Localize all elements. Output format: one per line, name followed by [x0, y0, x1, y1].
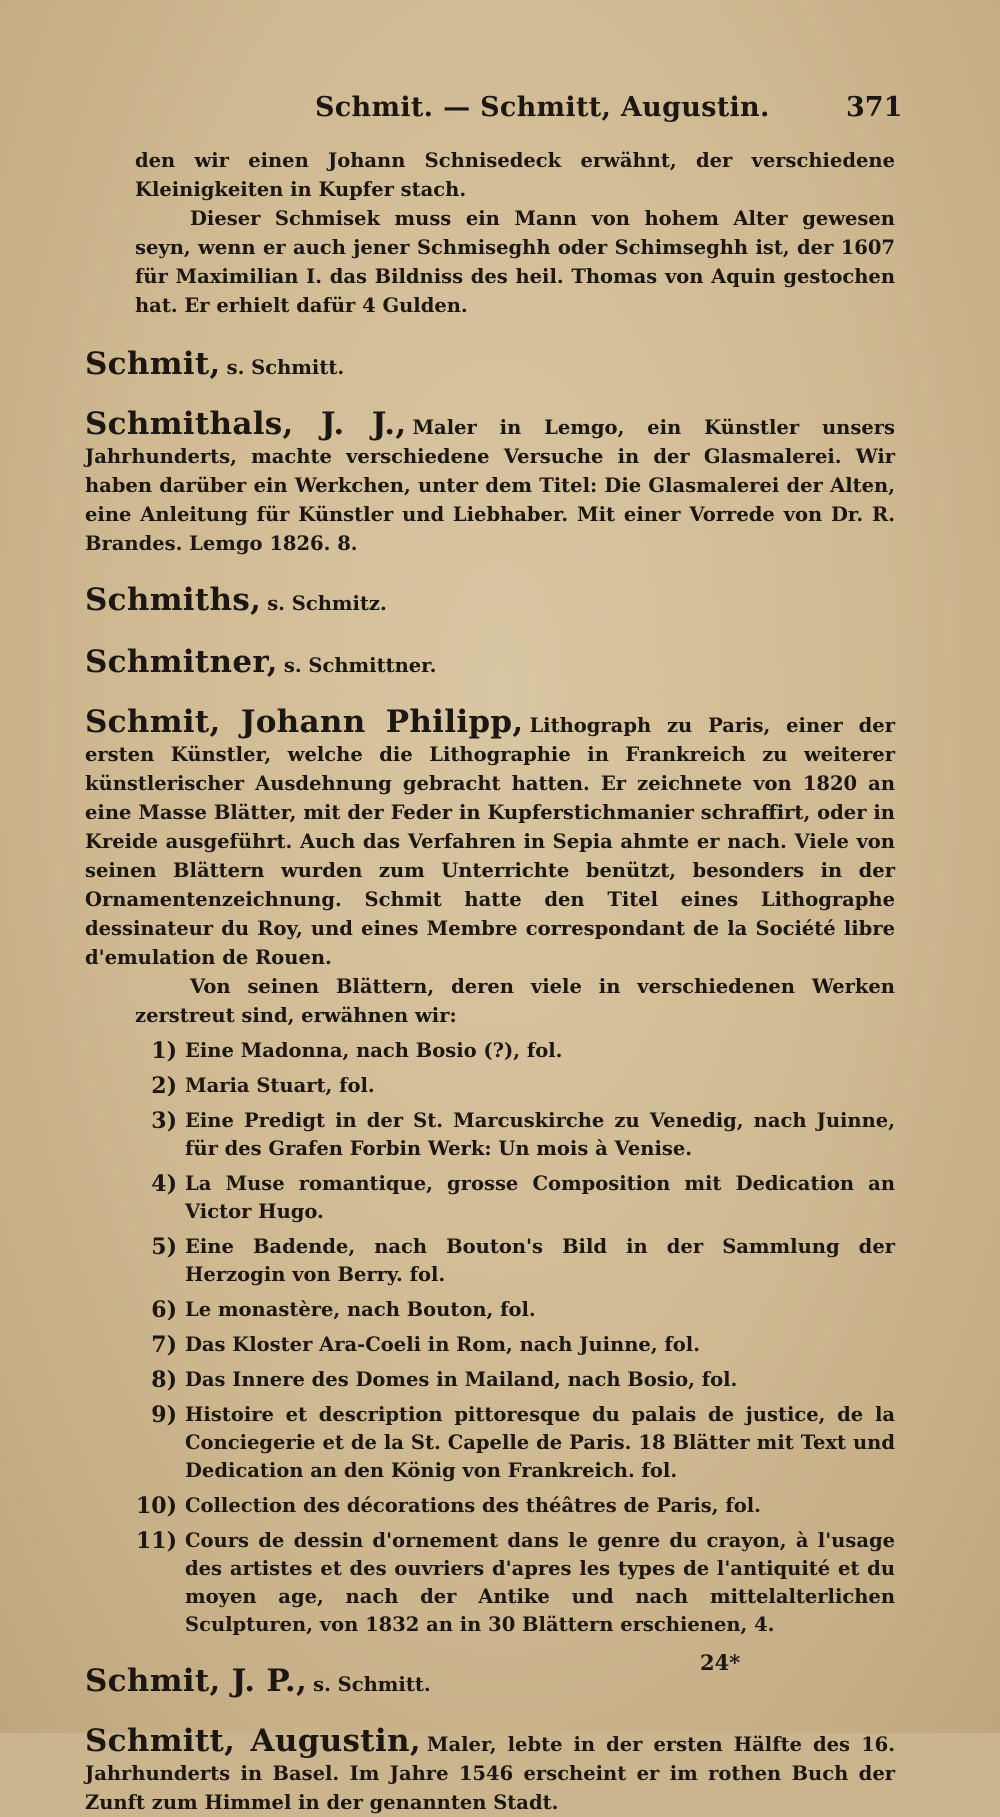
- entry-headword: Schmiths,: [85, 582, 262, 618]
- list-item: 5) Eine Badende, nach Bouton's Bild in der Sammlung der Herzogin von Berry. fol.: [151, 1234, 895, 1286]
- running-head-title: Schmit. — Schmitt, Augustin.: [315, 92, 770, 123]
- entry-schmithals: [85, 406, 895, 558]
- entry-text: s. Schmitt.: [313, 1673, 431, 1696]
- list-item: 9) Histoire et description pittoresque du palais de justice, de la Conciegerie et de la St. Capelle de Paris. 18 Blätter mit Text und Dedication an den König von Frankreich. fol.: [151, 1402, 895, 1482]
- entry-text: Lithograph zu Paris, einer der ersten Künstler, welche die Lithographie in Frankreich zu weiterer künstlerischer Ausdehnung gebracht hatten. Er zeichnete von 1820 an eine Masse Blätter, mit der Feder in Kupferstichmanier schraffirt, oder in Kreide ausgeführt. Auch das Verfahren in Sepia ahmte er nach. Viele von seinen Blättern wurden zum Unterrichte benützt, besonders in der Ornamentenzeichnung. Schmit hatte den Titel eines Lithographe dessinateur du Roy, und eines Membre correspondant de la Société libre d'emulation de Rouen.: [85, 714, 895, 969]
- entry-schmit-j-p: [85, 1665, 895, 1701]
- continuation-text: [85, 146, 895, 320]
- entry-schmitner: [85, 646, 895, 682]
- paragraph: Dieser Schmisek muss ein Mann von hohem Alter gewesen seyn, wenn er auch jener Schmiseghh oder Schimseghh ist, der 1607 für Maximilian I. das Bildniss des heil. Thomas von Aquin gestochen hat. Er erhielt dafür 4 Gulden.: [135, 207, 895, 317]
- signature-mark: 24*: [700, 1650, 741, 1675]
- list-item: 4) La Muse romantique, grosse Composition mit Dedication an Victor Hugo.: [151, 1171, 895, 1223]
- entry-text: Maler in Lemgo, ein Künstler unsers Jahrhunderts, machte verschiedene Versuche in der Glasmalerei. Wir haben darüber ein Werkchen, unter dem Titel: Die Glasmalerei der Alten, eine Anleitung für Künstler und Liebhaber. Mit einer Vorrede von Dr. R. Brandes. Lemgo 1826. 8.: [85, 416, 895, 555]
- list-item: 6) Le monastère, nach Bouton, fol.: [151, 1297, 536, 1323]
- list-item: 3) Eine Predigt in der St. Marcuskirche zu Venedig, nach Juinne, für des Grafen Forbin Werk: Un mois à Venise.: [151, 1108, 895, 1160]
- entry-text: s. Schmitz.: [267, 592, 387, 615]
- list-item: 7) Das Kloster Ara-Coeli in Rom, nach Juinne, fol.: [151, 1332, 700, 1358]
- paragraph: Von seinen Blättern, deren viele in verschiedenen Werken zerstreut sind, erwähnen wir:: [135, 975, 895, 1027]
- entry-headword: Schmitt, Augustin,: [85, 1723, 421, 1759]
- list-item: 11) Cours de dessin d'ornement dans le genre du crayon, à l'usage des artistes et des ouvriers d'apres les types de l'antiquité et du moyen age, nach der Antike und nach mittelalterlichen Sculpturen, von 1832 an in 30 Blättern erschienen, 4.: [135, 1528, 895, 1636]
- entry-text: s. Schmitt.: [226, 356, 345, 379]
- entry-schmiths: [85, 584, 895, 620]
- list-item: 2) Maria Stuart, fol.: [151, 1073, 375, 1099]
- works-list: [135, 1037, 895, 1639]
- list-item: 8) Das Innere des Domes in Mailand, nach Bosio, fol.: [151, 1367, 738, 1393]
- entry-headword: Schmithals, J. J.,: [85, 406, 407, 442]
- running-head: [0, 92, 1000, 132]
- entry-headword: Schmit,: [85, 346, 221, 382]
- entry-schmit: [85, 348, 895, 384]
- entry-headword: Schmit, Johann Philipp,: [85, 704, 524, 740]
- entry-schmit-johann-philipp: [85, 704, 895, 1639]
- entry-headword: Schmit, J. P.,: [85, 1663, 308, 1699]
- page-body: [85, 146, 895, 1817]
- entry-schmitt-augustin: [85, 1723, 895, 1817]
- entry-text: s. Schmittner.: [283, 654, 437, 677]
- entry-text: Maler, lebte in der ersten Hälfte des 16. Jahrhunderts in Basel. Im Jahre 1546 erscheint er im rothen Buch der Zunft zum Himmel in der genannten Stadt.: [85, 1733, 895, 1814]
- paragraph: den wir einen Johann Schnisedeck erwähnt, der verschiedene Kleinigkeiten in Kupfer stach.: [135, 149, 895, 201]
- list-item: 1) Eine Madonna, nach Bosio (?), fol.: [151, 1038, 563, 1064]
- page-number: 371: [846, 92, 903, 123]
- entry-headword: Schmitner,: [85, 644, 278, 680]
- list-item: 10) Collection des décorations des théâtres de Paris, fol.: [135, 1493, 761, 1519]
